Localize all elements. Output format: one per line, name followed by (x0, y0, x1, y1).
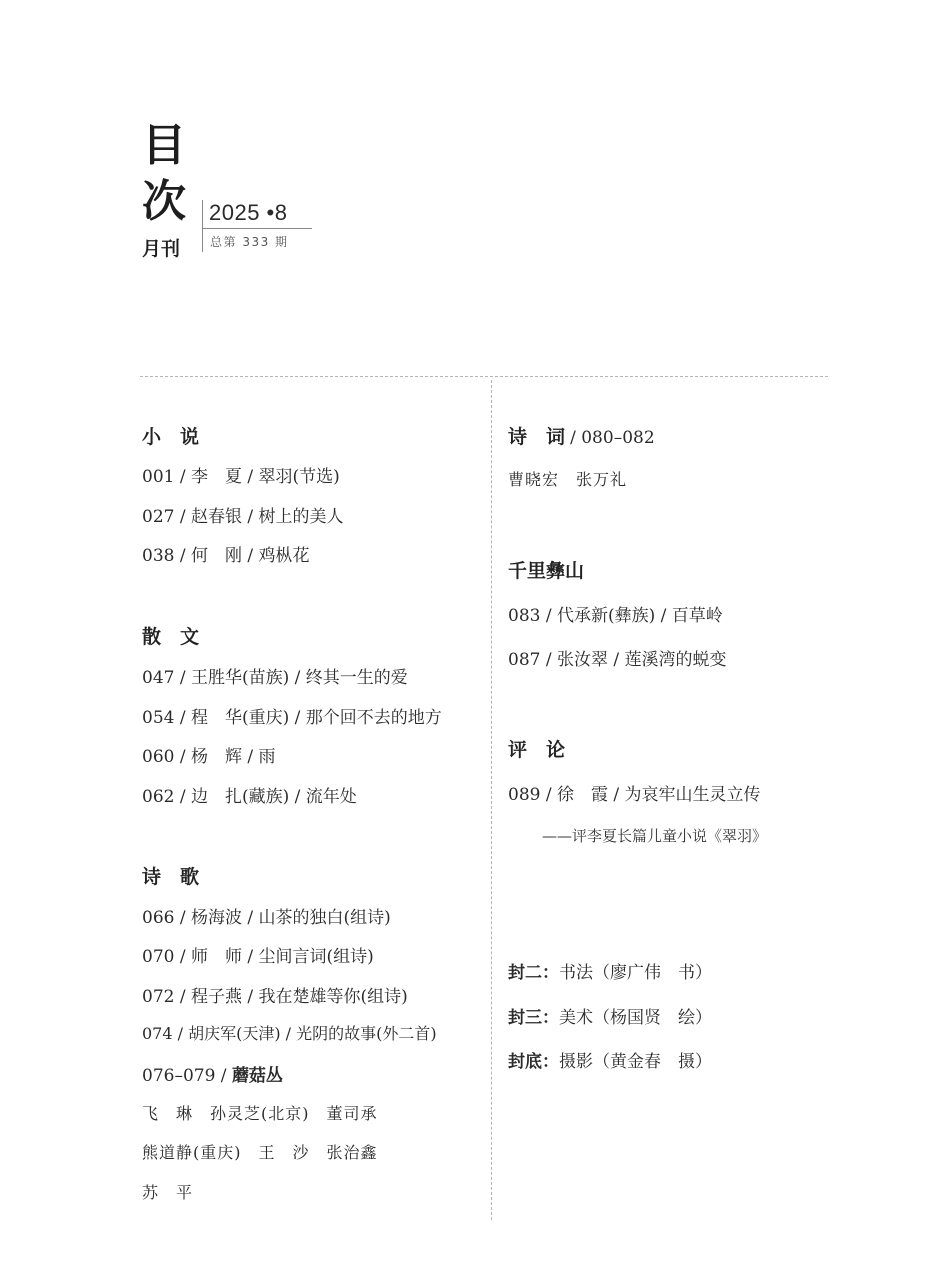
toc-entry[interactable]: 074 / 胡庆军(天津) / 光阴的故事(外二首) (142, 1024, 437, 1043)
mushroom-title: 蘑菇丛 (231, 1066, 283, 1086)
section-heading-criticism: 评 论 (508, 739, 566, 761)
toc-entry[interactable]: 038 / 何 刚 / 鸡枞花 (142, 546, 310, 566)
toc-entry[interactable]: 087 / 张汝翠 / 莲溪湾的蜕变 (508, 650, 727, 670)
masthead-horizontal-rule (202, 228, 312, 229)
toc-entry[interactable]: 027 / 赵春银 / 树上的美人 (142, 507, 344, 527)
cover-credit (508, 1047, 712, 1072)
toc-entry-mushroom[interactable] (142, 1061, 283, 1086)
section-heading-poetry: 诗 歌 (142, 866, 200, 888)
cover-credit (508, 1003, 712, 1028)
cover-credit (508, 958, 712, 983)
author-list: 熊道静(重庆) 王 沙 张治鑫 (142, 1143, 378, 1162)
toc-entry[interactable]: 089 / 徐 霞 / 为哀牢山生灵立传 (508, 785, 761, 805)
toc-entry[interactable]: 047 / 王胜华(苗族) / 终其一生的爱 (142, 668, 408, 688)
toc-entry[interactable]: 070 / 师 师 / 尘间言词(组诗) (142, 947, 374, 967)
cover-text: 摄影（黄金春 摄） (559, 1052, 712, 1072)
column-divider (491, 380, 492, 1220)
toc-entry[interactable]: 066 / 杨海波 / 山茶的独白(组诗) (142, 908, 391, 928)
section-heading-prose: 散 文 (142, 626, 200, 648)
cover-label: 封底： (508, 1052, 559, 1072)
total-issue: 总第 333 期 (210, 235, 289, 249)
toc-entry[interactable]: 001 / 李 夏 / 翠羽(节选) (142, 467, 340, 487)
cover-text: 书法（廖广伟 书） (559, 963, 712, 983)
author-list: 苏 平 (142, 1183, 194, 1202)
mushroom-pages: 076–079 / (142, 1066, 227, 1086)
author-list: 曹晓宏 张万礼 (508, 470, 628, 489)
toc-entry[interactable]: 083 / 代承新(彝族) / 百草岭 (508, 606, 723, 626)
monthly-label: 月刊 (142, 238, 181, 260)
title-char-ci: 次 (142, 176, 186, 227)
cover-label: 封三： (508, 1008, 559, 1028)
section-heading-fiction: 小 说 (142, 426, 200, 448)
classical-pages: / 080–082 (570, 428, 655, 448)
cover-text: 美术（杨国贤 绘） (559, 1008, 712, 1028)
toc-entry[interactable]: 054 / 程 华(重庆) / 那个回不去的地方 (142, 708, 442, 728)
section-heading-classical: 诗 词 (508, 426, 566, 448)
horizontal-divider (140, 376, 828, 377)
toc-entry[interactable]: 062 / 边 扎(藏族) / 流年处 (142, 787, 357, 807)
author-list: 飞 琳 孙灵芝(北京) 董司承 (142, 1104, 378, 1123)
toc-entry-classical[interactable] (508, 422, 655, 449)
title-char-mu: 目 (142, 120, 186, 171)
toc-entry[interactable]: 060 / 杨 辉 / 雨 (142, 747, 276, 767)
section-heading-yi-mountain: 千里彝山 (508, 560, 585, 582)
toc-entry[interactable]: 072 / 程子燕 / 我在楚雄等你(组诗) (142, 987, 408, 1007)
criticism-subtitle: ——评李夏长篇儿童小说《翠羽》 (542, 827, 768, 845)
cover-label: 封二： (508, 963, 559, 983)
issue-number: 2025 •8 (209, 200, 288, 225)
masthead-vertical-rule (202, 200, 203, 252)
